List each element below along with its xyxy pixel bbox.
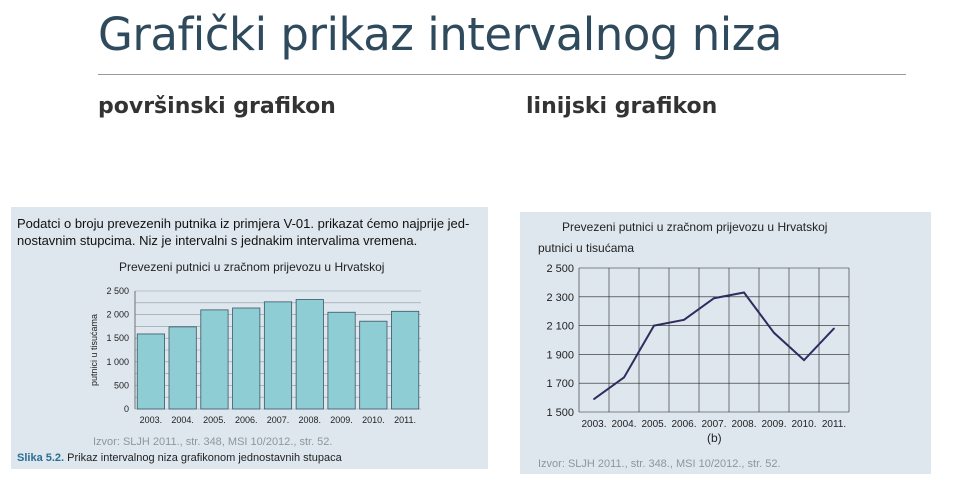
line-point-2003	[593, 398, 595, 400]
bar-x-tick-label: 2010.	[362, 415, 385, 425]
bar-2008	[296, 299, 323, 409]
bar-x-tick-label: 2008.	[298, 415, 322, 425]
line-point-2005	[653, 325, 655, 327]
bar-y-tick-label: 500	[113, 380, 129, 391]
bar-x-tick-label: 2005.	[203, 415, 226, 425]
line-x-tick-label: 2007.	[701, 419, 727, 430]
bar-y-tick-label: 1 500	[106, 333, 129, 344]
bar-x-tick-label: 2011.	[394, 415, 417, 425]
bar-2010	[360, 321, 387, 409]
line-y-tick-label: 1 700	[546, 378, 574, 391]
line-point-2004	[623, 377, 625, 379]
panel-label: (b)	[707, 431, 722, 445]
line-x-tick-label: 2011.	[821, 419, 847, 430]
figure-caption	[17, 452, 342, 464]
bar-y-axis-label: putnici u tisućama	[89, 313, 99, 387]
line-chart-ylabel: putnici u tisućama	[538, 241, 635, 255]
intro-line-1: Podatci o broju prevezenih putnika iz primjera V-01. prikazat ćemo najprije jed-	[17, 216, 470, 231]
bar-x-tick-label: 2009.	[330, 415, 353, 425]
bar-y-tick-label: 1 000	[106, 356, 129, 367]
line-y-tick-label: 2 100	[546, 320, 574, 333]
bar-chart	[11, 207, 488, 469]
line-x-tick-label: 2008.	[731, 419, 757, 430]
bar-chart-panel	[11, 207, 488, 469]
line-y-tick-label: 2 300	[546, 291, 574, 304]
line-point-2011	[833, 328, 835, 330]
line-point-2010	[803, 359, 805, 361]
bar-2009	[328, 312, 355, 409]
bar-2004	[169, 327, 196, 409]
line-x-tick-label: 2004.	[611, 419, 637, 430]
bar-2011	[391, 311, 418, 409]
bar-x-tick-label: 2007.	[266, 415, 290, 425]
bar-y-tick-label: 2 500	[106, 286, 129, 296]
bar-2003	[137, 334, 164, 409]
intro-line-2: nostavnim stupcima. Niz je intervalni s jednakim intervalima vremena.	[17, 233, 418, 248]
bar-x-tick-label: 2003.	[139, 415, 163, 425]
line-x-tick-label: 2006.	[671, 419, 697, 430]
bar-chart-title: Prevezeni putnici u zračnom prijevozu u Hrvatskoj	[119, 260, 385, 274]
caption-label: Slika 5.2.	[17, 452, 65, 464]
slide-title: Grafički prikaz intervalnog niza	[98, 8, 782, 61]
line-point-2009	[773, 332, 775, 334]
line-chart-title: Prevezeni putnici u zračnom prijevozu u Hrvatskoj	[562, 220, 828, 234]
line-y-tick-label: 1 500	[546, 407, 574, 419]
line-point-2006	[683, 319, 685, 321]
line-x-tick-label: 2009.	[761, 419, 787, 430]
line-y-tick-label: 2 500	[546, 263, 574, 275]
bar-2006	[233, 308, 260, 409]
bar-chart-source: Izvor: SLJH 2011., str. 348, MSI 10/2012., str. 52.	[93, 436, 333, 448]
line-point-2007	[713, 297, 715, 299]
bar-x-tick-label: 2006.	[234, 415, 258, 425]
bar-2007	[264, 302, 291, 409]
line-chart-panel	[520, 212, 931, 474]
bar-x-tick-label: 2004.	[171, 415, 194, 425]
caption-text: Prikaz intervalnog niza grafikonom jednostavnih stupaca	[64, 452, 342, 464]
line-y-tick-label: 1 900	[546, 349, 574, 362]
left-heading: površinski grafikon	[98, 94, 336, 119]
line-x-tick-label: 2005.	[641, 419, 667, 430]
line-chart	[520, 212, 931, 474]
line-x-tick-label: 2003.	[581, 419, 607, 430]
line-chart-source: Izvor: SLJH 2011., str. 348., MSI 10/2012., str. 52.	[538, 458, 781, 470]
bar-y-tick-label: 0	[123, 404, 129, 414]
bar-y-tick-label: 2 000	[106, 309, 129, 320]
line-point-2008	[743, 292, 745, 294]
right-heading: linijski grafikon	[526, 94, 718, 119]
title-divider	[98, 74, 906, 75]
line-x-tick-label: 2010.	[791, 419, 817, 430]
bar-2005	[201, 310, 228, 409]
